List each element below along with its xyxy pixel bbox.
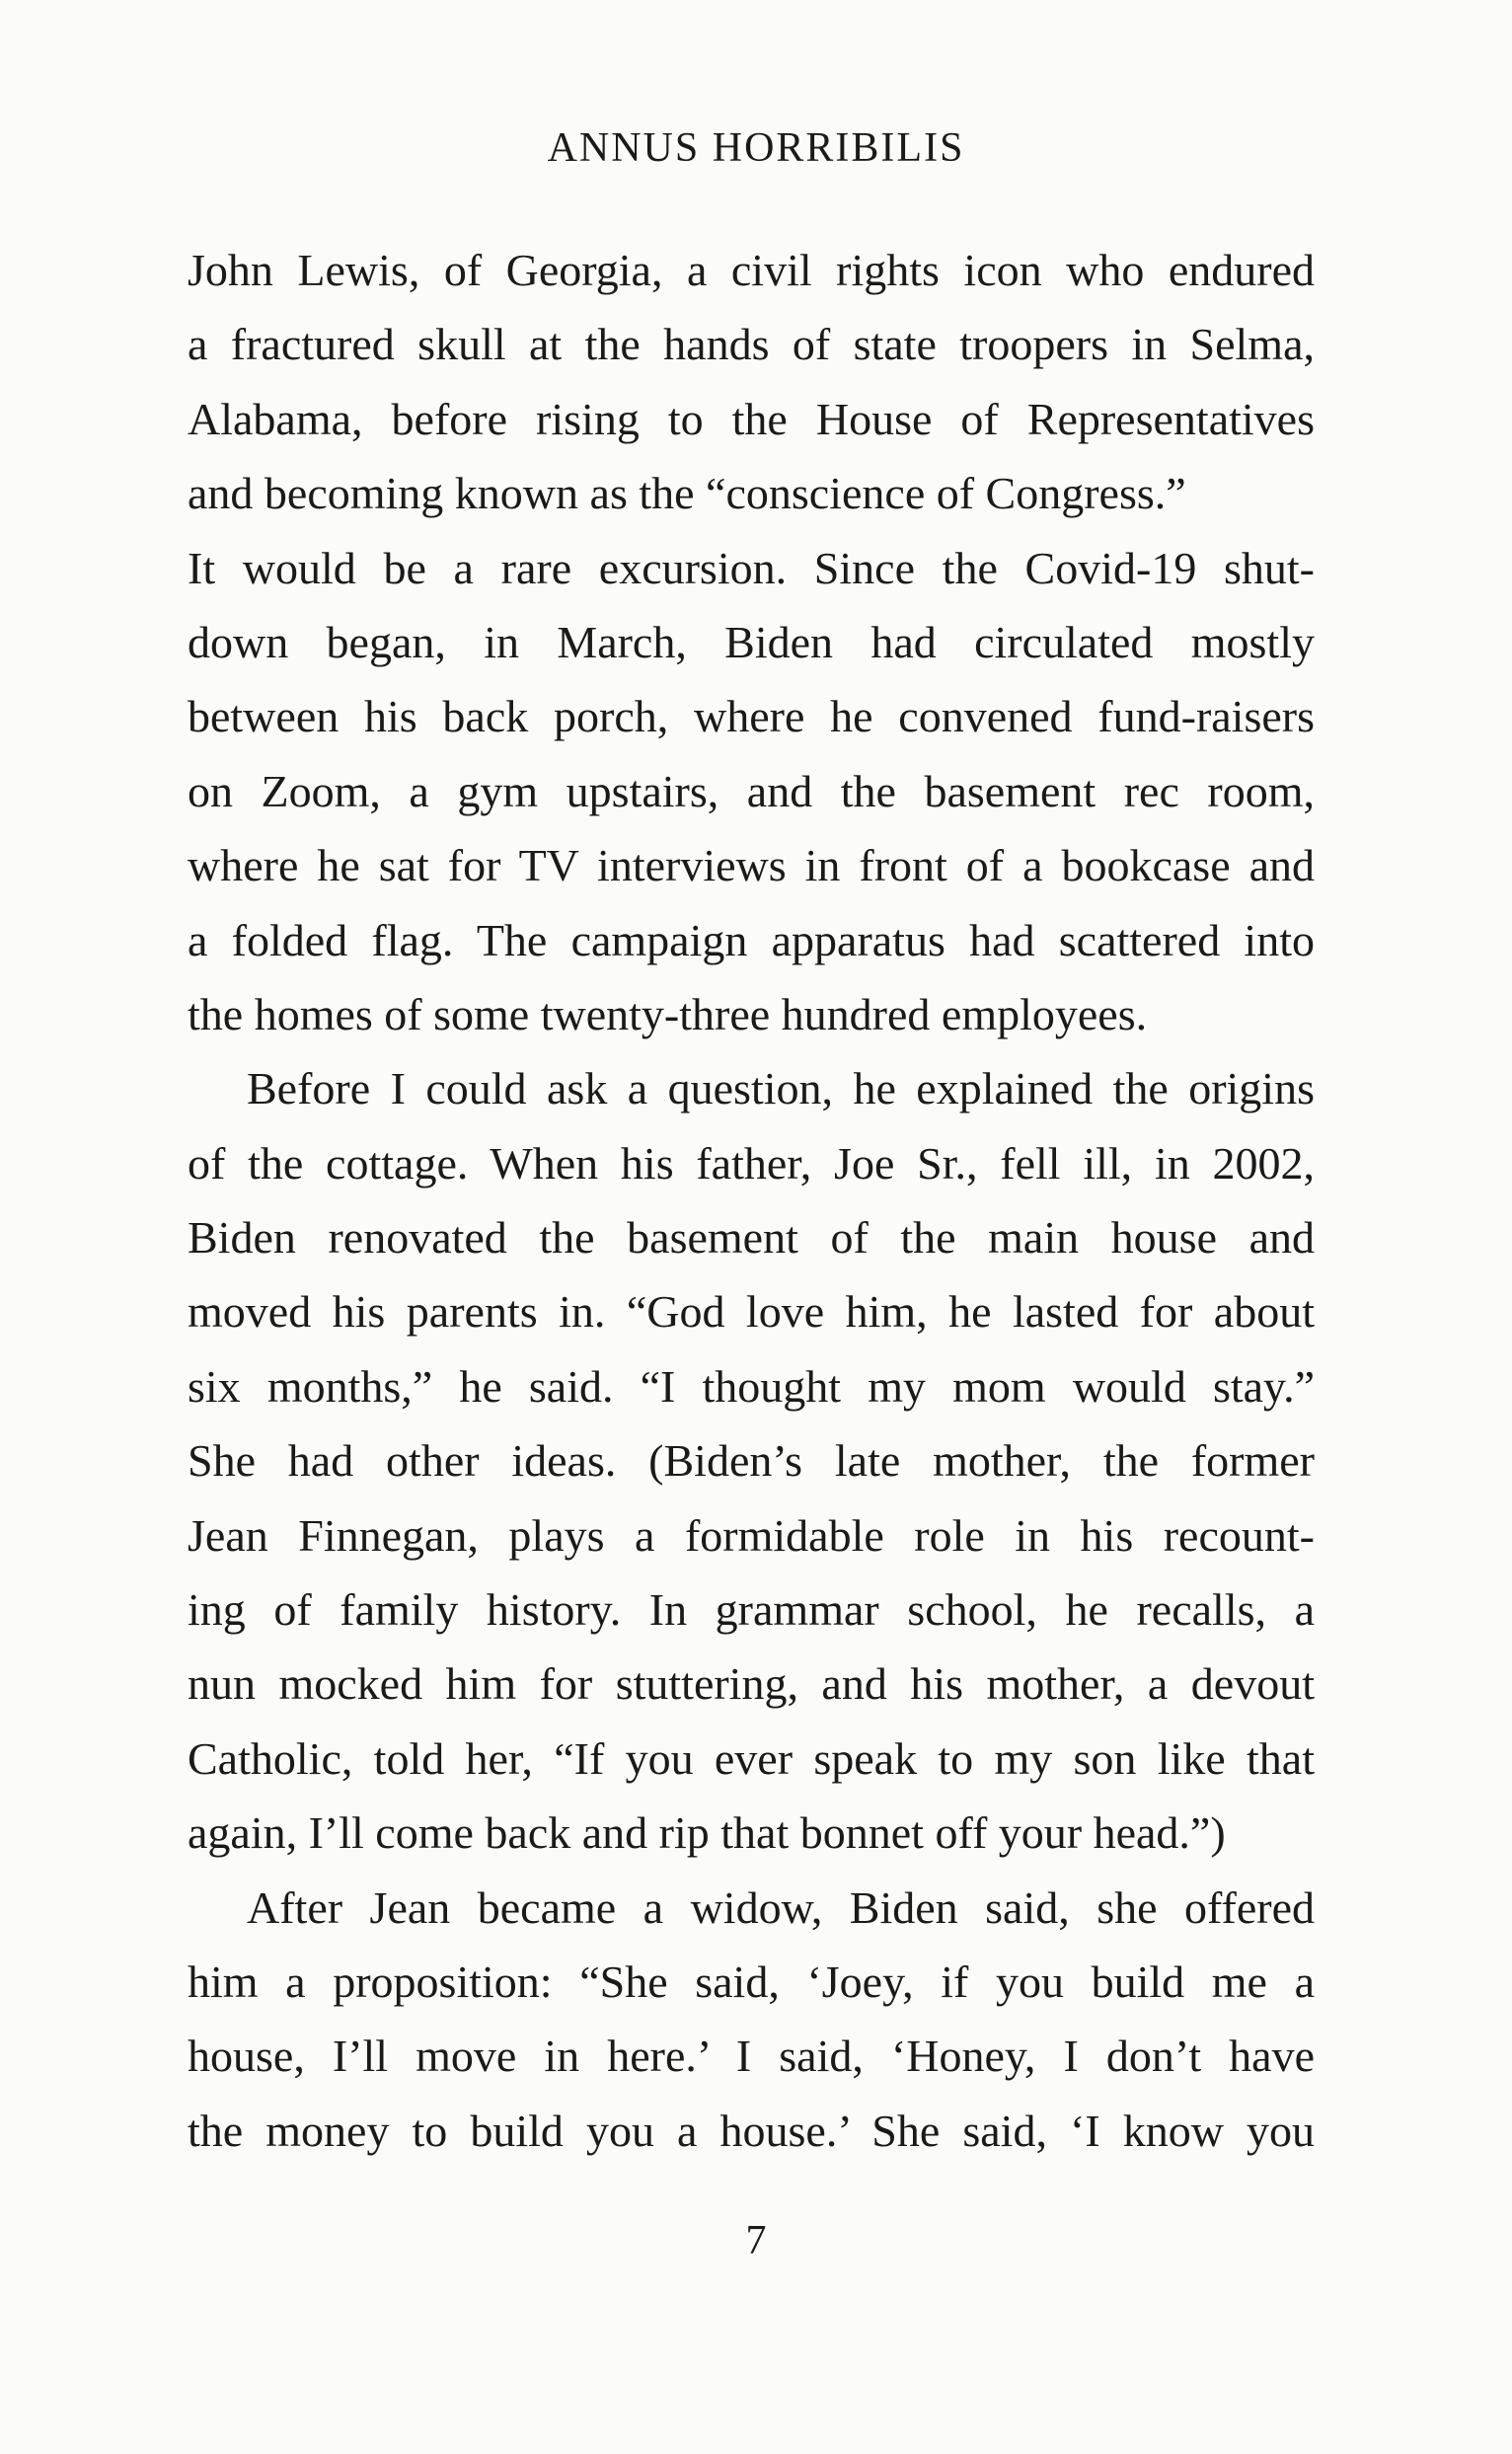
- text-line: between his back porch, where he convened fund-raisers: [188, 691, 1315, 742]
- text-line: Jean Finnegan, plays a formidable role in his recount-: [188, 1509, 1315, 1561]
- text-line: John Lewis, of Georgia, a civil rights icon who endured: [188, 245, 1315, 295]
- text-line: She had other ideas. (Biden’s late mother, the former: [188, 1435, 1315, 1487]
- text-line: nun mocked him for stuttering, and his mother, a devout: [188, 1658, 1315, 1710]
- running-head: ANNUS HORRIBILIS: [547, 125, 965, 171]
- text-line: where he sat for TV interviews in front of a bookcase and: [188, 840, 1315, 891]
- text-line: of the cottage. When his father, Joe Sr., fell ill, in 2002,: [188, 1137, 1315, 1189]
- text-line: and becoming known as the “conscience of Congress.”: [188, 468, 1186, 519]
- text-line: on Zoom, a gym upstairs, and the basement rec room,: [188, 765, 1315, 816]
- text-line: six months,” he said. “I thought my mom would stay.”: [188, 1360, 1315, 1412]
- text-line: Before I could ask a question, he explained the origins: [247, 1063, 1315, 1114]
- text-line: again, I’ll come back and rip that bonnet off your head.”): [188, 1807, 1226, 1859]
- text-line: house, I’ll move in here.’ I said, ‘Honey, I don’t have: [188, 2031, 1315, 2082]
- text-line: Alabama, before rising to the House of Representatives: [188, 393, 1315, 444]
- text-line: Biden renovated the basement of the main house and: [188, 1212, 1315, 1264]
- text-line: him a proposition: “She said, ‘Joey, if you build me a: [188, 1956, 1315, 2007]
- paragraph-2: [188, 531, 1315, 1052]
- text-line: down began, in March, Biden had circulated mostly: [188, 616, 1315, 667]
- paragraph-4: [188, 1871, 1315, 2169]
- paragraph-3: [188, 1051, 1315, 1870]
- text-line: After Jean became a widow, Biden said, she offered: [247, 1881, 1315, 1933]
- paragraph-1: [188, 233, 1315, 531]
- text-line: It would be a rare excursion. Since the Covid-19 shut-: [188, 542, 1315, 593]
- text-line: a fractured skull at the hands of state troopers in Selma,: [188, 319, 1315, 370]
- text-line: moved his parents in. “God love him, he lasted for about: [188, 1286, 1315, 1338]
- body-text: [188, 233, 1315, 2168]
- text-line: the homes of some twenty-three hundred employees.: [188, 988, 1148, 1039]
- text-line: Catholic, told her, “If you ever speak to my son like that: [188, 1732, 1315, 1784]
- text-line: the money to build you a house.’ She said, ‘I know you: [188, 2105, 1315, 2156]
- text-line: a folded flag. The campaign apparatus had scattered into: [188, 914, 1315, 965]
- page-number: 7: [745, 2218, 767, 2263]
- text-line: ing of family history. In grammar school, he recalls, a: [188, 1584, 1315, 1636]
